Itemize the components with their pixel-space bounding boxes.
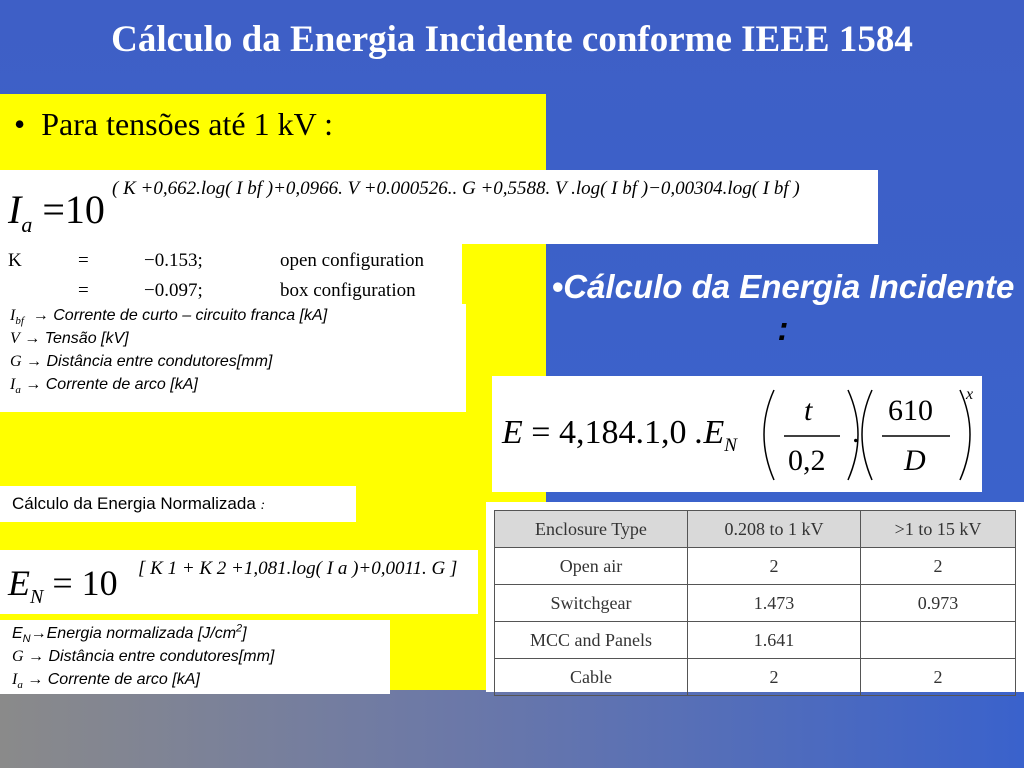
legend-g-symbol: G	[10, 353, 22, 370]
arrow-icon: →	[30, 625, 47, 642]
formula-e-lhs: E	[502, 414, 523, 451]
table-header-cell: Enclosure Type	[495, 511, 688, 548]
formula-en-eq: =	[52, 563, 73, 603]
arrow-icon: →	[24, 330, 41, 347]
legend-en	[12, 622, 274, 691]
formula-e-t: t	[804, 394, 813, 427]
formula-ia-base: 10	[64, 187, 105, 232]
legend-en-symbol: E	[12, 625, 23, 642]
table-cell: 2	[861, 659, 1016, 696]
energy-heading-colon: :	[777, 310, 789, 347]
formula-e-coef: 4,184.1,0	[558, 414, 687, 451]
table-cell: 1.473	[688, 585, 861, 622]
legend-ia-ibf	[10, 304, 454, 327]
enclosure-table-box	[486, 502, 1024, 692]
legend-ibf-symbol: I	[10, 307, 16, 324]
normalized-heading	[12, 494, 265, 514]
table-cell: 0.973	[861, 585, 1016, 622]
legend-en-box	[0, 620, 390, 694]
arrow-icon: →	[27, 671, 44, 688]
legend-en-ia-symbol: I	[12, 671, 18, 688]
formula-en-base: 10	[81, 563, 118, 603]
legend-ia-g	[10, 350, 454, 373]
formula-ia-exponent: ( K +0,662.log( I bf )+0,0966. V +0.000526.. G +0,5588. V .log( I bf )−0,00304.log( I bf )	[112, 178, 800, 199]
table-header-cell: >1 to 15 kV	[861, 511, 1016, 548]
k-eq: =	[78, 250, 89, 271]
table-cell: 2	[688, 659, 861, 696]
legend-en-close: ]	[242, 625, 247, 642]
k-eq-2: =	[78, 280, 89, 301]
legend-ia-text: Corrente de arco [kA]	[45, 376, 198, 393]
legend-en-ia-sub: a	[17, 679, 23, 692]
table-cell: Switchgear	[495, 585, 688, 622]
normalized-heading-box	[0, 486, 356, 522]
arrow-icon: →	[25, 376, 42, 393]
table-cell	[861, 622, 1016, 659]
legend-en-g-symbol: G	[12, 648, 24, 665]
legend-ia	[10, 304, 454, 396]
legend-en-ia-text: Corrente de arco [kA]	[47, 671, 200, 688]
legend-en-sup: 2	[236, 622, 243, 635]
arrow-icon: →	[28, 307, 54, 324]
bottom-gradient-band	[0, 690, 1024, 768]
k-values-box	[0, 244, 462, 304]
formula-en-box	[0, 550, 478, 614]
table-row	[495, 585, 1016, 622]
k-value-open: −0.153;	[144, 250, 203, 271]
normalized-heading-text: Cálculo da Energia Normalizada	[12, 494, 256, 513]
formula-e-num: 610	[888, 394, 933, 427]
legend-ibf-sub: bf	[15, 315, 24, 328]
legend-ia-symbol: I	[10, 376, 16, 393]
formula-en	[8, 562, 118, 609]
slide-title: Cálculo da Energia Incidente conforme IEEE 1584	[111, 19, 913, 60]
table-cell: 1.641	[688, 622, 861, 659]
legend-en-g-text: Distância entre condutores[mm]	[48, 648, 275, 665]
arrow-icon: →	[26, 353, 43, 370]
formula-e-exp: x	[966, 386, 974, 403]
table-row	[495, 548, 1016, 585]
legend-ibf-text: Corrente de curto – circuito franca [kA]	[53, 307, 328, 324]
k-symbol: K	[8, 250, 22, 271]
table-header-cell: 0.208 to 1 kV	[688, 511, 861, 548]
legend-en-text: Energia normalizada [J/cm	[46, 625, 237, 642]
enclosure-table	[494, 510, 1016, 696]
legend-en-g	[12, 645, 274, 668]
formula-e-dot: .	[852, 416, 860, 449]
k-config-open: open configuration	[280, 250, 425, 271]
formula-e-box	[492, 376, 982, 492]
table-cell: 2	[861, 548, 1016, 585]
arrow-icon: →	[28, 648, 45, 665]
legend-ia-v	[10, 327, 454, 350]
normalized-heading-colon: :	[260, 498, 266, 513]
legend-v-text: Tensão [kV]	[44, 330, 129, 347]
bullet-voltage-text: Para tensões até 1 kV :	[41, 106, 333, 142]
legend-en-en	[12, 622, 274, 645]
formula-ia-box	[0, 170, 878, 244]
table-header-row	[495, 511, 1016, 548]
legend-ia-sub: a	[15, 384, 21, 397]
formula-e-en: .E	[694, 414, 725, 451]
table-cell: 2	[688, 548, 861, 585]
formula-ia-eq: =	[42, 187, 65, 232]
energy-heading	[548, 266, 1018, 350]
formula-e-en-sub: N	[724, 434, 737, 456]
legend-ia-ia	[10, 373, 454, 396]
table-row	[495, 622, 1016, 659]
legend-en-ia	[12, 668, 274, 691]
formula-e-t-den: 0,2	[788, 444, 826, 477]
k-value-box: −0.097;	[144, 280, 203, 301]
formula-en-lhs: E	[8, 563, 30, 603]
legend-g-text: Distância entre condutores[mm]	[46, 353, 273, 370]
table-cell: MCC and Panels	[495, 622, 688, 659]
k-config-box: box configuration	[280, 280, 416, 301]
formula-e-eq: =	[531, 414, 551, 451]
formula-ia	[8, 186, 105, 237]
legend-v-symbol: V	[10, 330, 20, 347]
table-cell: Cable	[495, 659, 688, 696]
energy-heading-text: •Cálculo da Energia Incidente	[551, 268, 1015, 305]
formula-e-den: D	[904, 444, 926, 477]
bullet-voltage-range: • Para tensões até 1 kV :	[14, 106, 333, 142]
formula-ia-lhs-sub: a	[21, 212, 33, 237]
formula-ia-lhs: I	[8, 187, 22, 232]
formula-en-exponent: [ K 1 + K 2 +1,081.log( I a )+0,0011. G ]	[138, 558, 458, 579]
formula-en-lhs-sub: N	[30, 586, 44, 609]
legend-en-sub: N	[22, 633, 31, 646]
table-row	[495, 659, 1016, 696]
table-cell: Open air	[495, 548, 688, 585]
legend-ia-box	[0, 304, 466, 412]
